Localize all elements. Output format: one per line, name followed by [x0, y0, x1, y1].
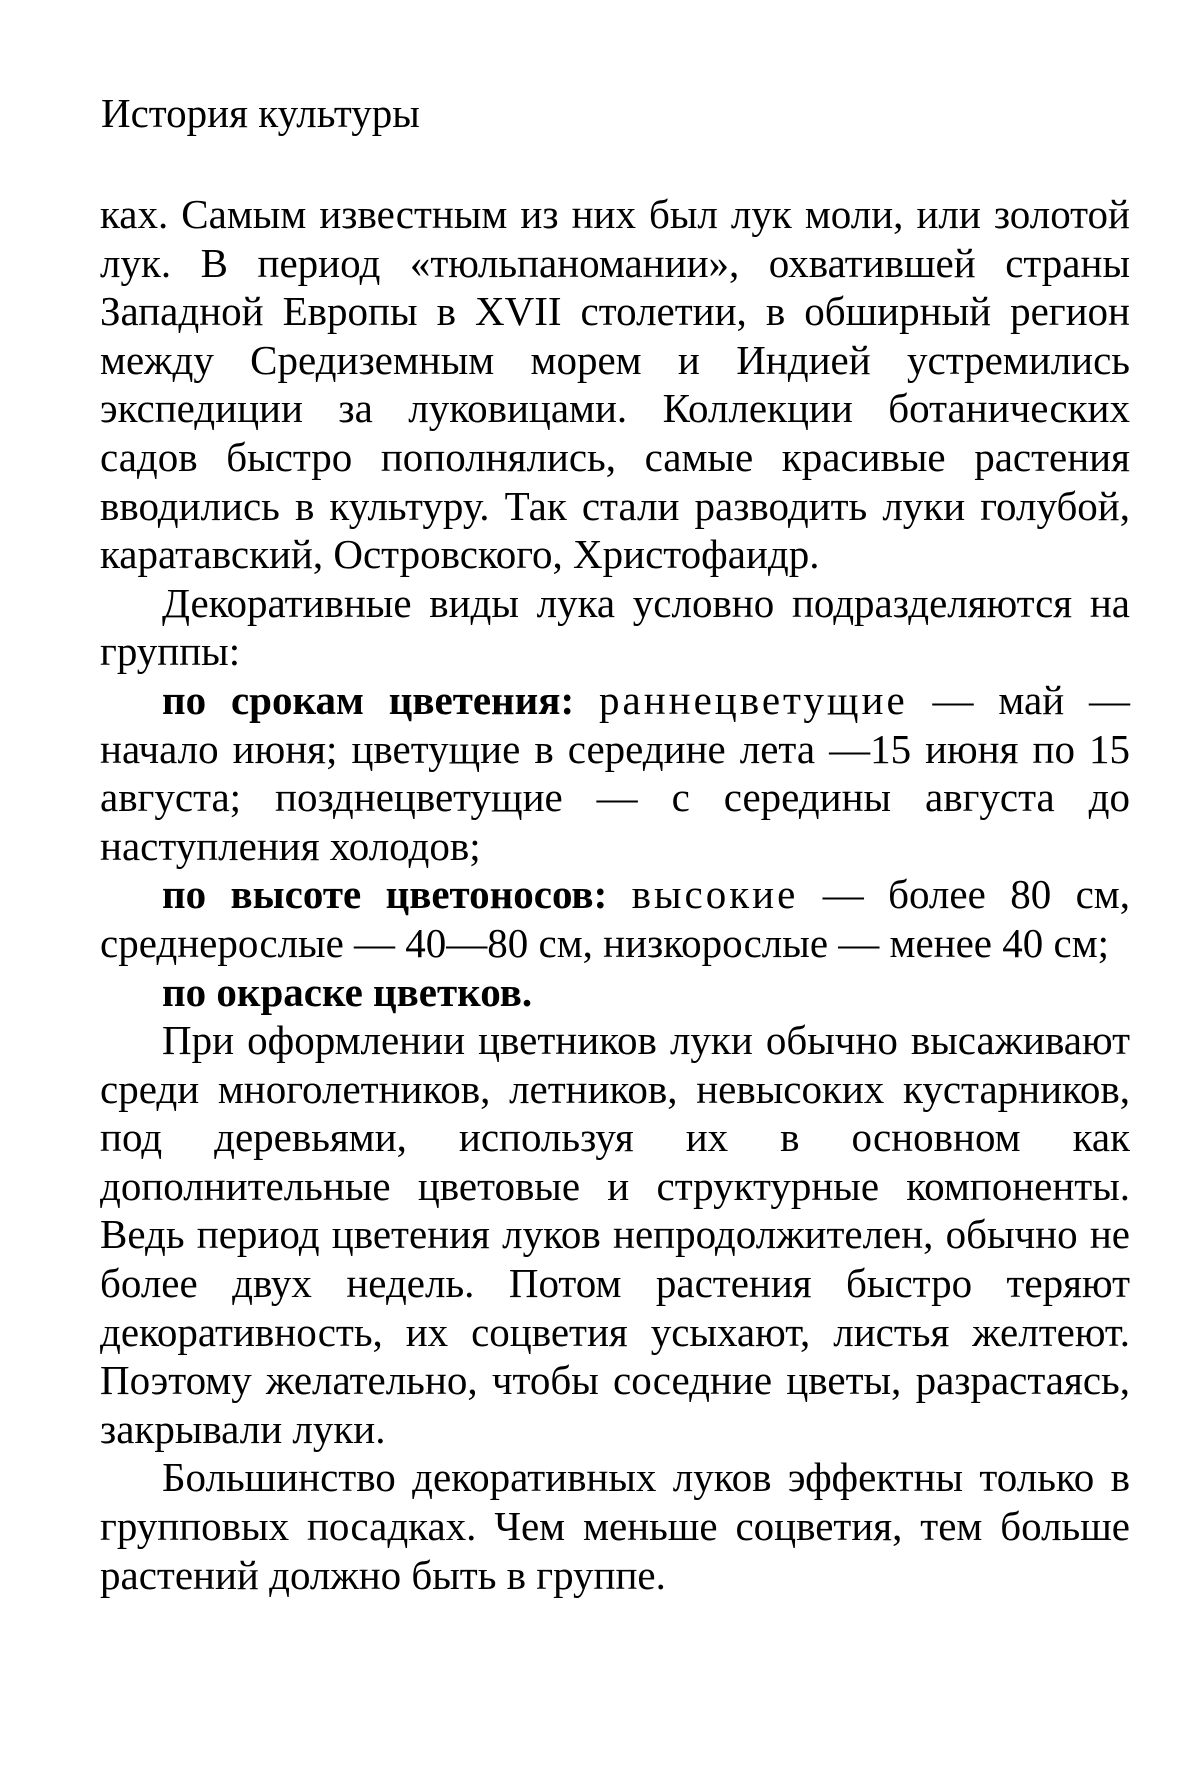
- paragraph-flowering-time: [100, 676, 1130, 870]
- lead-early-flowering: раннецветущие: [599, 676, 908, 723]
- paragraph-7: Большинство декоративных луков эффектны только в групповых посадках. Чем меньше соцветия, тем больше растений должно быть в группе.: [100, 1454, 1130, 1598]
- paragraph-stem-height: [100, 870, 1130, 967]
- term-stem-height: по высоте цветоносов:: [162, 871, 608, 918]
- term-flowering-time: по срокам цветения:: [162, 676, 575, 723]
- running-header: История культуры: [101, 90, 420, 136]
- paragraph-1: ках. Самым известным из них был лук моли, или золотой лук. В период «тюльпаномании», охватившей страны Западной Европы в XVII столетии, в обширный регион между Средиземным морем и Индией устремились экспедиции за луковицами. Коллекции ботанических садов быстро пополнялись, самые красивые растения вводились в культуру. Так стали разводить луки голубой, каратавский, Островского, Христофаидр.: [100, 191, 1130, 578]
- paragraph-6: При оформлении цветников луки обычно высаживают среди многолетников, летников, невысоких кустарников, под деревьями, используя их в основном как дополнительные цветовые и структурные компоненты. Ведь период цветения луков непродолжителен, обычно не более двух недель. Потом растения быстро теряют декоративность, их соцветия усыхают, листья желтеют. Поэтому желательно, чтобы соседние цветы, разрастаясь, закрывали луки.: [100, 1017, 1130, 1452]
- flowering-time-text: — май — начало июня; цветущие в середине лета —15 июня по 15 августа; позднецветущие — с середины августа до наступления холодов;: [100, 676, 1131, 869]
- stem-height-text: — более 80 см, среднерослые — 40—80 см, низкорослые — менее 40 см;: [100, 871, 1130, 966]
- paragraph-flower-color: [100, 968, 1130, 1017]
- lead-tall: высокие: [631, 871, 799, 918]
- term-flower-color: по окраске цветков.: [162, 968, 533, 1015]
- body-text: [100, 190, 1130, 1599]
- paragraph-2: Декоративные виды лука условно подразделяются на группы:: [100, 579, 1130, 675]
